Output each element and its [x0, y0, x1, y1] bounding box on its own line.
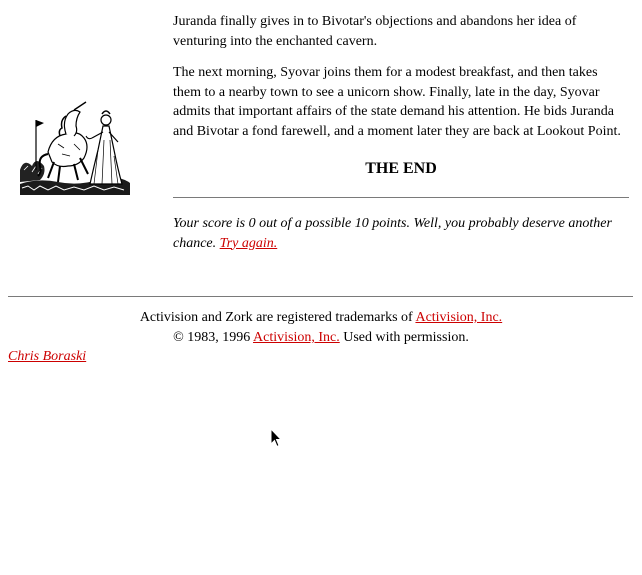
- activision-link-1[interactable]: Activision, Inc.: [415, 310, 503, 325]
- unicorn-illustration: [18, 100, 132, 196]
- the-end-heading: THE END: [365, 160, 437, 177]
- score-text: [173, 214, 629, 253]
- score-message: Your score is 0 out of a possible 10 points. Well, you probably deserve another chance.: [173, 216, 612, 251]
- activision-link-2[interactable]: Activision, Inc.: [253, 330, 340, 345]
- copyright-line: [0, 328, 642, 348]
- author-signature: [8, 347, 86, 367]
- story-paragraph-1: Juranda finally gives in to Bivotar's objections and abandons her idea of venturing into the enchanted cavern.: [173, 14, 577, 49]
- trademark-text: Activision and Zork are registered trademarks of: [139, 310, 413, 325]
- copyright-text: © 1983, 1996: [173, 330, 251, 345]
- author-link[interactable]: Chris Boraski: [8, 349, 87, 364]
- story-divider: [173, 197, 629, 198]
- try-again-link[interactable]: Try again.: [219, 235, 278, 251]
- trademark-line: [0, 308, 642, 328]
- story-paragraph-2: The next morning, Syovar joins them for a modest breakfast, and then takes them to a nearby town to see a unicorn show. Finally, late in the day, Syovar admits that important affairs of the state demand his attention. He bids Juranda and Bivotar a fond farewell, and a moment later they are back at Lookout Point.: [173, 65, 621, 139]
- story-column: [173, 12, 629, 265]
- footer: [0, 308, 642, 348]
- mouse-cursor-icon: [270, 428, 282, 448]
- page-divider: [8, 296, 633, 297]
- permission-text: Used with permission.: [343, 330, 469, 345]
